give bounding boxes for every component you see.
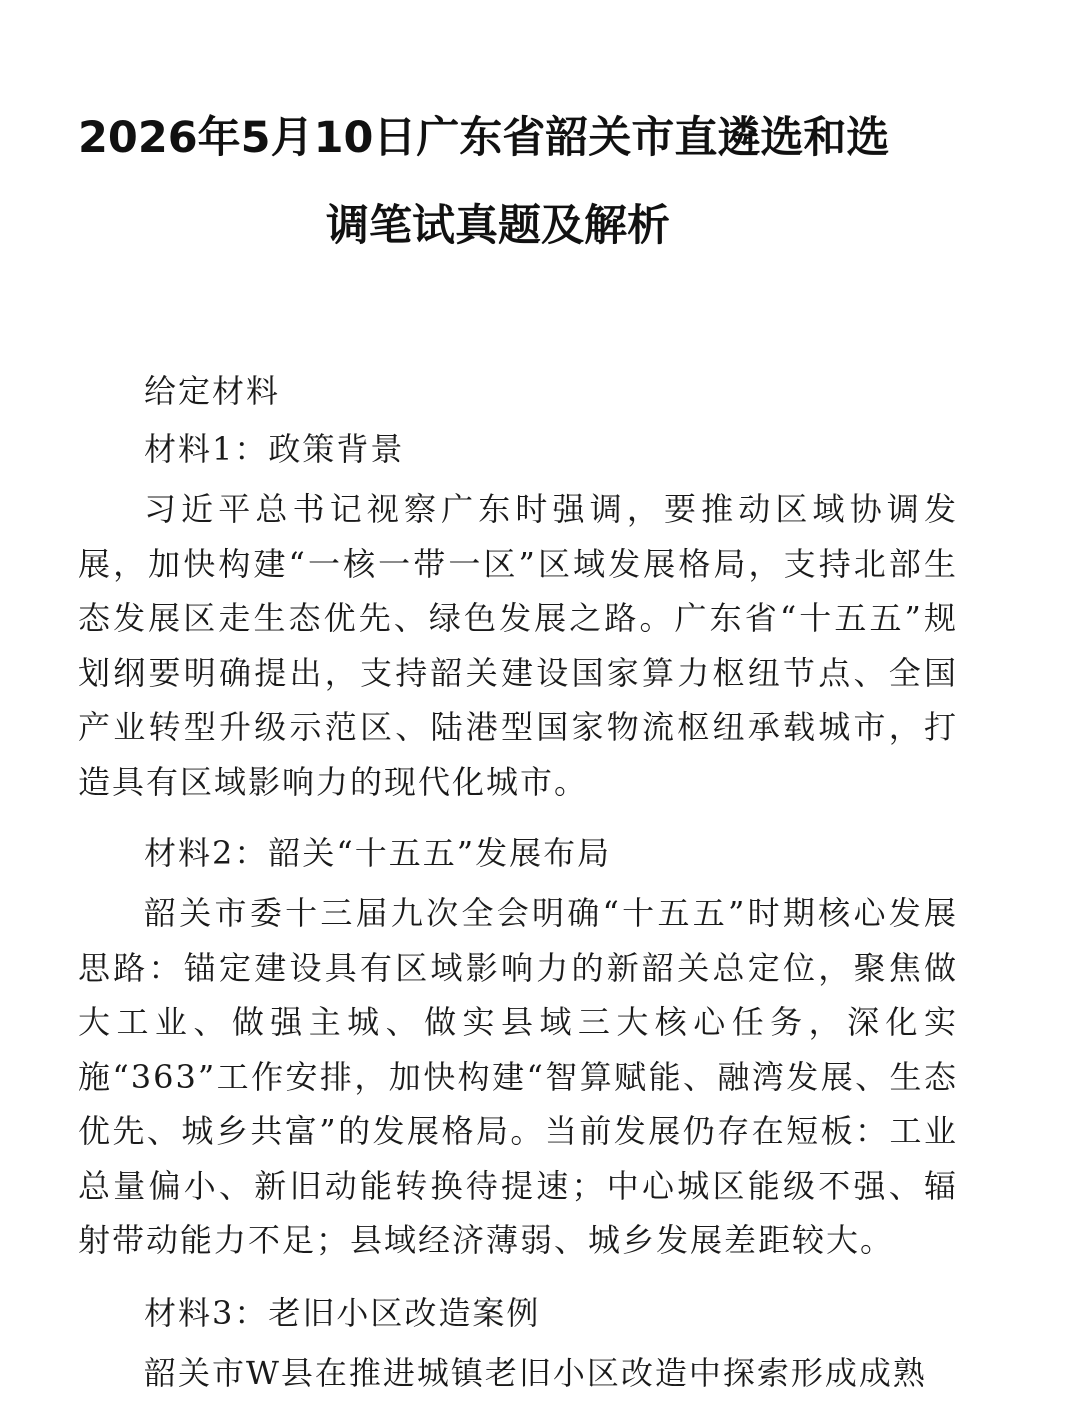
material-3-paragraph: 韶关市W县在推进城镇老旧小区改造中探索形成成熟 [144,1354,927,1392]
material-2-heading: 材料2：韶关“十五五”发展布局 [144,834,612,872]
document-title-line-1: 2026年5月10日广东省韶关市直遴选和选 [78,113,890,163]
material-2-paragraph: 韶关市委十三届九次全会明确“十五五”时期核心发展思路：锚定建设具有区域影响力的新韶关总定位，聚焦做大工业、做强主城、做实县域三大核心任务，深化实施“363”工作安排，加快构建“智算赋能、融湾发展、生态优先、城乡共富”的发展格局。当前发展仍存在短板：工业总量偏小、新旧动能转换待提速；中心城区能级不强、辐射带动能力不足；县域经济薄弱、城乡发展差距较大。 [78,894,958,1259]
material-1-paragraph: 习近平总书记视察广东时强调，要推动区域协调发展，加快构建“一核一带一区”区域发展格局，支持北部生态发展区走生态优先、绿色发展之路。广东省“十五五”规划纲要明确提出，支持韶关建设国家算力枢纽节点、全国产业转型升级示范区、陆港型国家物流枢纽承载城市，打造具有区域影响力的现代化城市。 [78,490,958,801]
material-1-heading: 材料1：政策背景 [144,430,405,468]
material-3-heading: 材料3：老旧小区改造案例 [144,1294,541,1332]
section-label: 给定材料 [144,372,281,410]
document-title-line-2: 调笔试真题及解析 [326,201,670,251]
